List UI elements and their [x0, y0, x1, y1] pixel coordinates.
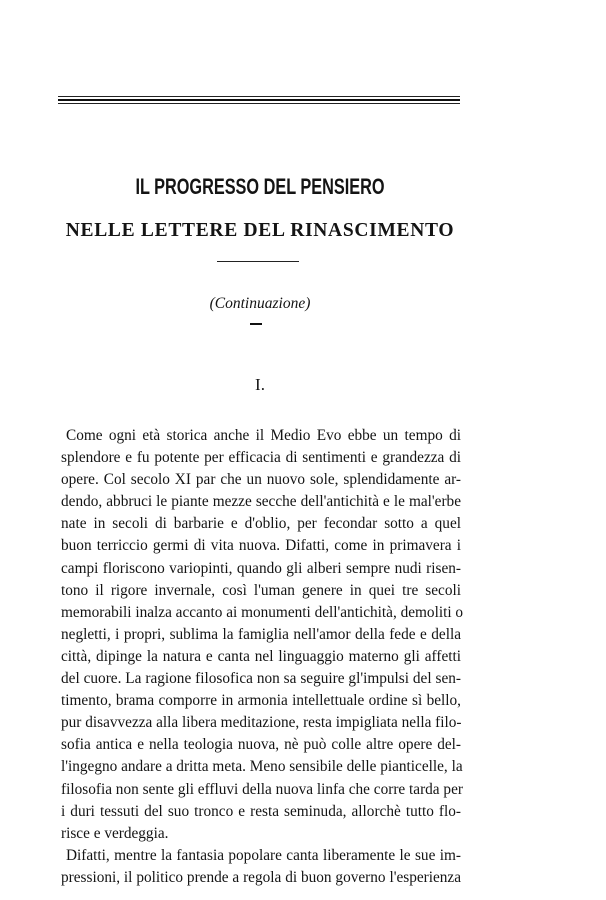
section-number: I.: [255, 375, 265, 394]
text-line: l'ingegno andare a dritta meta. Meno sensibile delle pianticelle, la: [61, 758, 463, 776]
text-line: del cuore. La ragione filosofica non sa seguire gl'impulsi del sen-: [61, 670, 461, 688]
article-title: IL PROGRESSO DEL PENSIERO: [135, 174, 385, 199]
text-line: filosofia non sente gli effluvi della nuova linfa che corre tarda per: [61, 780, 463, 798]
text-line: i duri tessuti del suo tronco e resta seminuda, allorchè tutto flo-: [61, 802, 461, 820]
text-line: memorabili inalza accanto ai monumenti dell'antichità, demoliti o: [61, 603, 464, 621]
body-text: [61, 425, 464, 889]
title-divider: [217, 261, 299, 262]
text-line: città, dipinge la natura e canta nel linguaggio materno gli affetti: [61, 647, 461, 665]
text-line: campi floriscono variopinti, quando gli alberi sempre nudi risen-: [61, 559, 461, 577]
text-line: pur disavvezza alla libera meditazione, resta impigliata nella filo-: [61, 714, 462, 732]
text-line: Come ogni età storica anche il Medio Evo ebbe un tempo di: [66, 427, 461, 444]
text-line: dendo, abbruci le piante mezze secche dell'antichità e le mal'erbe: [61, 493, 461, 511]
top-decorative-rule: [58, 96, 460, 105]
text-line: negletti, i propri, sublima la famiglia nell'amor della fede e della: [61, 625, 461, 643]
text-line: buon terriccio germi di vita nuova. Difatti, come in primavera i: [61, 537, 461, 555]
continuation-note: (Continuazione): [209, 295, 311, 312]
text-line: splendore e fu potente per efficacia di sentimenti e grandezza di: [61, 449, 461, 467]
article-subtitle: NELLE LETTERE DEL RINASCIMENTO: [65, 220, 455, 241]
text-line: nate in secoli di barbarie e d'oblio, per fecondar sotto a quel: [61, 515, 461, 533]
text-line: tono il rigore invernale, così l'uman genere in quei tre secoli: [61, 581, 461, 599]
text-line: pressioni, il politico prende a regola di buon governo l'esperienza: [61, 868, 461, 886]
text-line: risce e verdeggia.: [61, 824, 169, 842]
text-line: sofia antica e nella teologia nuova, nè può colle altre opere del-: [61, 736, 461, 754]
short-dash-divider: [250, 323, 262, 325]
text-line: opere. Col secolo XI par che un nuovo sole, splendidamente ar-: [61, 471, 461, 489]
text-line: Difatti, mentre la fantasia popolare canta liberamente le sue im-: [66, 846, 461, 864]
text-line: timento, brama comporre in armonia intellettuale ordine sì bello,: [61, 692, 461, 710]
